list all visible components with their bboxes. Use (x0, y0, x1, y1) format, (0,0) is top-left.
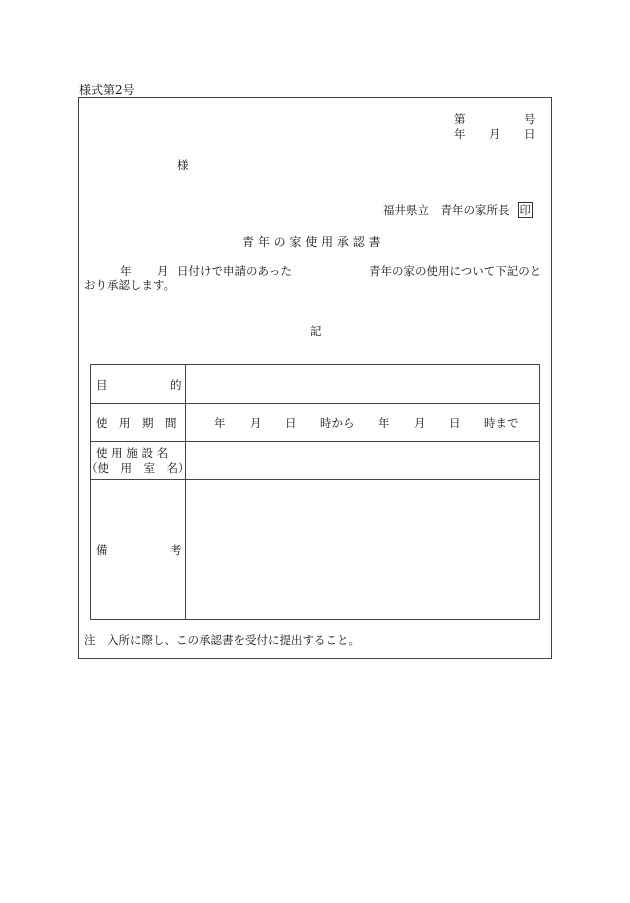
details-table (90, 364, 540, 620)
body-year: 年 (120, 264, 132, 278)
date-year: 年 (454, 127, 466, 141)
seal-mark: 印 (519, 203, 531, 217)
room-label: （使 用 室 名） (86, 461, 190, 475)
addressee-honorific: 様 (177, 158, 189, 172)
period-from-day: 日 (285, 416, 297, 430)
issuer (383, 202, 533, 218)
period-to-time: 時まで (484, 416, 519, 430)
date-day: 日 (524, 127, 536, 141)
body-day-text: 日付けで申請のあった (177, 264, 292, 278)
document-title: 青 年 の 家 使 用 承 認 書 (242, 235, 381, 249)
period-to-day: 日 (449, 416, 461, 430)
period-from-year: 年 (214, 416, 226, 430)
body-line2: おり承認します。 (84, 278, 176, 292)
period-label: 使 用 期 間 (96, 416, 177, 430)
number-suffix: 号 (524, 112, 536, 126)
number-prefix: 第 (454, 112, 466, 126)
issuer-name: 福井県立 青年の家所長 (383, 203, 510, 217)
period-to-month: 月 (414, 416, 426, 430)
date-month: 月 (489, 127, 501, 141)
period-to-year: 年 (378, 416, 390, 430)
body-tail: 青年の家の使用について下記のと (369, 264, 542, 278)
purpose-label-left: 目 (96, 378, 108, 392)
purpose-label-right: 的 (170, 378, 182, 392)
remarks-label-right: 考 (170, 543, 182, 557)
ki-heading: 記 (310, 324, 322, 338)
period-from-time: 時から (320, 416, 355, 430)
facility-label: 使 用 施 設 名 (96, 446, 169, 460)
body-month: 月 (157, 264, 169, 278)
footnote: 注 入所に際し、この承認書を受付に提出すること。 (84, 633, 360, 647)
remarks-label-left: 備 (96, 543, 108, 557)
form-number: 様式第2号 (79, 83, 135, 97)
period-from-month: 月 (250, 416, 262, 430)
